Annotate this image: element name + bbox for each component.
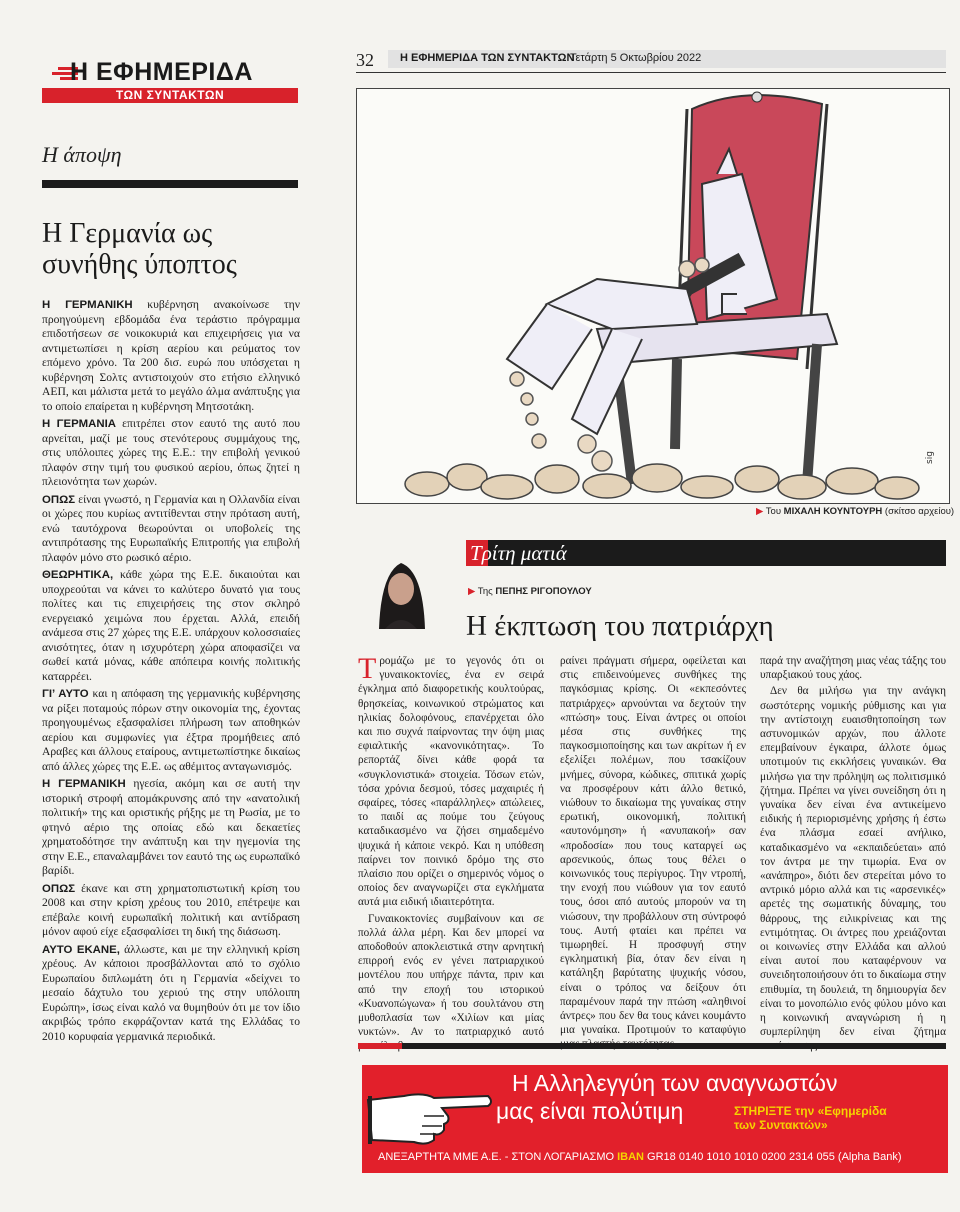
- article-paragraph: ραίνει πράγματι σήμερα, οφείλεται και στις επιδεινούμενες συνθήκες της παγκόσμιας κρίσης. Οι «εκπεσόντες πατριάρχες» αρνούνται να δεχτούν την «πτώση» τους. Είναι άντρες οι οποίοι μέσα στις συνθήκες της παγκοσμιοποίησης και των ακρίτων ή εν εξελίξει πολέμων, που τσακίζουν μνήμες, σύνορα, κώδικες, σπιτικά χωρίς να προσφέρουν κάτι άλλο θετικό, νιώθουν το δικαίωμα της γυναίκας στην ερωτική, οικονομική, πολιτική «αυτονόμηση» ή «ανυπακοή» σαν «προδοσία» που τους καταργεί ως αρσενικούς, όπως τους θέλει ο κοινωνικός τους περίγυρος. Την ντροπή, την ενοχή που νιώθουν για τον εαυτό τους, όσοι από αυτούς μπορούν να τη νιώσουν, την προβάλλουν στη σύντροφό τους. Αυτή φταίει και πρέπει να τιμωρηθεί. Η προσφυγή στην εγκληματική βία, όταν δεν είναι η κατάληξη βαρύτατης ψυχικής νόσου, είναι ο τρόπος να δείξουν ότι παραμένουν παρά την πτώση «αληθινοί άντρες» που δεν θα τους κάνει κουμάντο μια γυναίκα. Προτιμούν το καταφύγιο: [560, 655, 746, 1037]
- article-paragraph: Τρομάζω με το γεγονός ότι οι γυναικοκτονίες, ένα εν σειρά έγκλημα από διαφορετικής κουλτούρας, θρησκείας, κοινωνικού στρώματος και ηλικίας δολοφόνους, επανέρχεται όλο και πιο συχνά παίρνοντας την όψη μιας εφιαλτικής «κανονικότητας». Το ρεπορτάζ δίνει κάθε φορά τα «συγκλονιστικά» στοιχεία. Τόσων ετών, τόσα χρόνια δεσμού, τόσες μαχαιριές ή σφαίρες, τόσες «παράλληλες» απώλειες, το παιδί ας πούμε του ζεύγους καταδικασμένο να ζήσει σημαδεμένο ψυχικά ή κάποιε νεκρό. Και η υπόθεση παίρνει τον ποινικό δρόμο της στο πλαίσιο που ορίζει ο σημερινός νόμος ο οποίος δεν αναγνωρίζει στα εγκλήματα αυτά μια ειδική ιδιαιτερότητα.: [358, 652, 544, 909]
- editorial-body: [42, 298, 300, 1047]
- pointing-hand-icon: [364, 1070, 494, 1148]
- ad-headline-2: μας είναι πολύτιμη: [496, 1098, 684, 1124]
- section-title: Η άποψη: [42, 142, 122, 167]
- cartoon-credit: ▶ Του ΜΙΧΑΛΗ ΚΟΥΝΤΟΥΡΗ (σκίτσο αρχείου): [756, 506, 955, 517]
- ad-bank-details: ΑΝΕΞΑΡΤΗΤΑ ΜΜΕ Α.Ε. - ΣΤΟΝ ΛΟΓΑΡΙΑΣΜΟ IBAN GR18 0140 1010 1010 0200 2314 055 (Alpha Bank): [378, 1151, 902, 1163]
- triangle-icon: ▶: [756, 506, 766, 517]
- editorial-paragraph: Η ΓΕΡΜΑΝΙΚΗ ηγεσία, ακόμη και σε αυτή την ιστορική στροφή απομάκρυνσης από την «ανατολική πολιτική» της και οριστικής ρήξης με τη Ρωσία, με το φτηνό αέριο της οποίας εδώ και δεκαετίες χρηματοδότησε την ανάπτυξη και την ηγεμονία της στην Ε.Ε., επαναλαμβάνει τον εαυτό της ως ευρωπαϊκό βαρίδι.: [42, 777, 300, 877]
- section-divider: [42, 180, 298, 188]
- triangle-icon: ▶: [468, 586, 478, 597]
- editorial-paragraph: Η ΓΕΡΜΑΝΙΚΗ κυβέρνηση ανακοίνωσε την προηγούμενη εβδομάδα ένα τεράστιο πρόγραμμα επιδοτήσεων σε νοικοκυριά και επιχειρήσεις για να αντιμετωπίσει η κρίση αερίου και ρεύματος τον επόμενο χρόνο. Τα 200 δισ. ευρώ που υπόσχεται η κυβέρνηση Σολτς αντιστοιχούν στο ετήσιο ελληνικό ΑΕΠ, και μάλιστα μετά το μεγάλο άλμα ανάπτυξης για το οποίο επαίρεται η κυβέρνηση Μητσοτάκη.: [42, 298, 300, 413]
- editorial-paragraph: ΘΕΩΡΗΤΙΚΑ, κάθε χώρα της Ε.Ε. δικαιούται και υποχρεούται να κάνει το καλύτερο δυνατό για τους πολίτες και τις επιχειρήσεις της στον σκληρό ενεργειακό χειμώνα που έρχεται. Αλλά, επειδή ανάμεσα στις 27 χώρες της Ε.Ε. υπάρχουν κολοσσιαίες ανισότητες, όταν η ισχυρότερη χώρα αποφασίζει να σωθεί κατά μόνας, κάθε απόπειρα κοινής πολιτικής καταρρέει.: [42, 568, 300, 683]
- author-portrait: [369, 553, 433, 629]
- footer-rule: [358, 1043, 946, 1049]
- footer-rule-accent: [358, 1043, 402, 1049]
- drop-cap: Τ: [358, 652, 377, 685]
- ad-headline-1: Η Αλληλεγγύη των αναγνωστών: [512, 1070, 838, 1096]
- header-paper-name: Η ΕΦΗΜΕΡΙΔΑ ΤΩΝ ΣΥΝΤΑΚΤΩΝ: [400, 52, 575, 64]
- svg-text:sig: sig: [925, 451, 935, 464]
- column-name: Τρίτη ματιά: [470, 541, 567, 565]
- editorial-title: Η Γερμανία ως συνήθης ύποπτος: [42, 218, 237, 280]
- article-column-3: [760, 654, 946, 1056]
- editorial-paragraph: ΟΠΩΣ έκανε και στη χρηματοπιστωτική κρίση του 2008 και στην κρίση χρέους του 2010, επέτρεψε και επέβαλε κοινή ευρωπαϊκή πολιτική και αντίδραση μόνον αφού είχε εξασφαλίσει τη δική της διάσωση.: [42, 881, 300, 938]
- editorial-paragraph: Η ΓΕΡΜΑΝΙΑ επιτρέπει στον εαυτό της αυτό που αρνείται, μαζί με τους στενότερους συμμάχους της, στις υπόλοιπες χώρες της Ε.Ε.: την επιβολή γενικού πλαφόν στην τιμή του φυσικού αερίου, όπως ζητεί η πλειονότητα των χωρών.: [42, 417, 301, 488]
- page-number: 32: [356, 50, 374, 70]
- article-title: Η έκπτωση του πατριάρχη: [466, 610, 774, 642]
- article-column-2: [560, 654, 746, 1054]
- masthead-subtitle: ΤΩΝ ΣΥΝΤΑΚΤΩΝ: [42, 88, 298, 103]
- editorial-paragraph: ΟΠΩΣ είναι γνωστό, η Γερμανία και η Ολλανδία είναι οι χώρες που κυρίως αντιτίθενται στην πρόταση αυτή, ενώ ταυτόχρονα θεωρούνται οι υποβολείς της αντιπρότασης της Ευρωπαϊκής Επιτροπής για επιβολή πλαφόν μόνο στο ρωσικό αέριο.: [42, 492, 300, 564]
- ad-call-to-action: ΣΤΗΡΙΞΤΕ την «Εφημερίδα των Συντακτών»: [734, 1104, 887, 1132]
- editorial-paragraph: ΓΙ’ ΑΥΤΟ και η απόφαση της γερμανικής κυβέρνησης να ρίξει ποταμούς πόρων στην οικονομία της, έχοντας προηγουμένως εξασφαλίσει πλήρωση των αποθηκών αερίου και συμφωνίες για έξτρα προμήθειες από Αραβες και άλλους εταίρους, αντιμετωπίστηκε δικαίως από άλλες χώρες της Ε.Ε. ως αθέμιτος ανταγωνισμός.: [42, 687, 300, 773]
- header-rule: [356, 72, 946, 73]
- masthead-logo: Η ΕΦΗΜΕΡΙΔΑ: [70, 58, 253, 86]
- byline: ▶ Της ΠΕΠΗΣ ΡΙΓΟΠΟΥΛΟΥ: [468, 586, 592, 597]
- article-paragraph: Γυναικοκτονίες συμβαίνουν και σε πολλά άλλα μέρη. Και δεν μπορεί να αποδοθούν αποκλειστικά στην αρνητική επιρροή ενός εν γένει πατριαρχικού μοντέλου που υπήρχε πάντα, πριν και από την εποχή του ιστορικού «Κυανοπώγωνα» ή του σουλτάνου στη μυθοπλασία των «Χιλίων και μίας νυκτών». Αν το πατριαρχικό αυτό: [358, 912, 544, 1039]
- editorial-paragraph: ΑΥΤΟ ΕΚΑΝΕ, άλλωστε, και με την ελληνική κρίση χρέους. Αν κάποιοι προσβάλλονται από το σχόλιο Ευρωπαίου διπλωμάτη ότι η Γερμανία «δείχνει το μεσαίο δάχτυλο του χεριού της στην υπόλοιπη Ευρώπη», ίσως είναι καλό να θυμηθούν ότι με τον ίδιο ακριβώς τρόπο εκφράζονταν κατά της Ελλάδας το 2010 κορυφαία γερμανικά περιοδικά.: [42, 942, 300, 1043]
- article-paragraph: παρά την αναζήτηση μιας νέας τάξης του υπαρξιακού τους χάος.: [760, 655, 946, 682]
- article-column-1: [358, 654, 544, 1056]
- article-paragraph: Δεν θα μιλήσω για την ανάγκη σωστότερης νομικής ρύθμισης και για την αντίστοιχη ευαισθητοποίηση των αστυνομικών αρχών, που άλλοτε επεμβαίνουν έγκαιρα, άλλοτε όμως υποτιμούν τις εκκλήσεις γυναικών. Θα μιλήσω για την πρόληψη ως πολιτισμικό ζήτημα. Πρέπει να γίνει συνείδηση ότι η γυναίκα δεν είναι ένα αντικείμενο ειδικής ή περιορισμένης χρήσης ή έστω ένα πλάσμα εσαεί ανήλικο, καταδικασμένο να «εκπαιδεύεται» από τον άντρα με την τιμωρία. Ενα ον «ανάπηρο», διότι δεν στερείται μόνο το αντρικό μόριο αλλά και τις «αρσενικές» αρετές της σωματικής δύναμης, του θάρρους, της ειλικρίνειας και της εντιμότητας. Οι άντρες που χρειάζονται οι κοινωνίες στην Ελλάδα και αλλού είναι αυτοί που καταφέρνουν να συνειδητοποιήσουν ότι το δικαίωμα στην επιθυμία, τη δουλειά, τη δημιουργία δεν είναι το μονοπώλιο ενός φύλου μόνο και η κοινωνική αναγνώριση ή η συμπερίληψη δεν είναι ζήτημα: [760, 685, 946, 1039]
- cartoon-illustration: [356, 88, 950, 504]
- header-date: Τετάρτη 5 Οκτωβρίου 2022: [570, 52, 702, 64]
